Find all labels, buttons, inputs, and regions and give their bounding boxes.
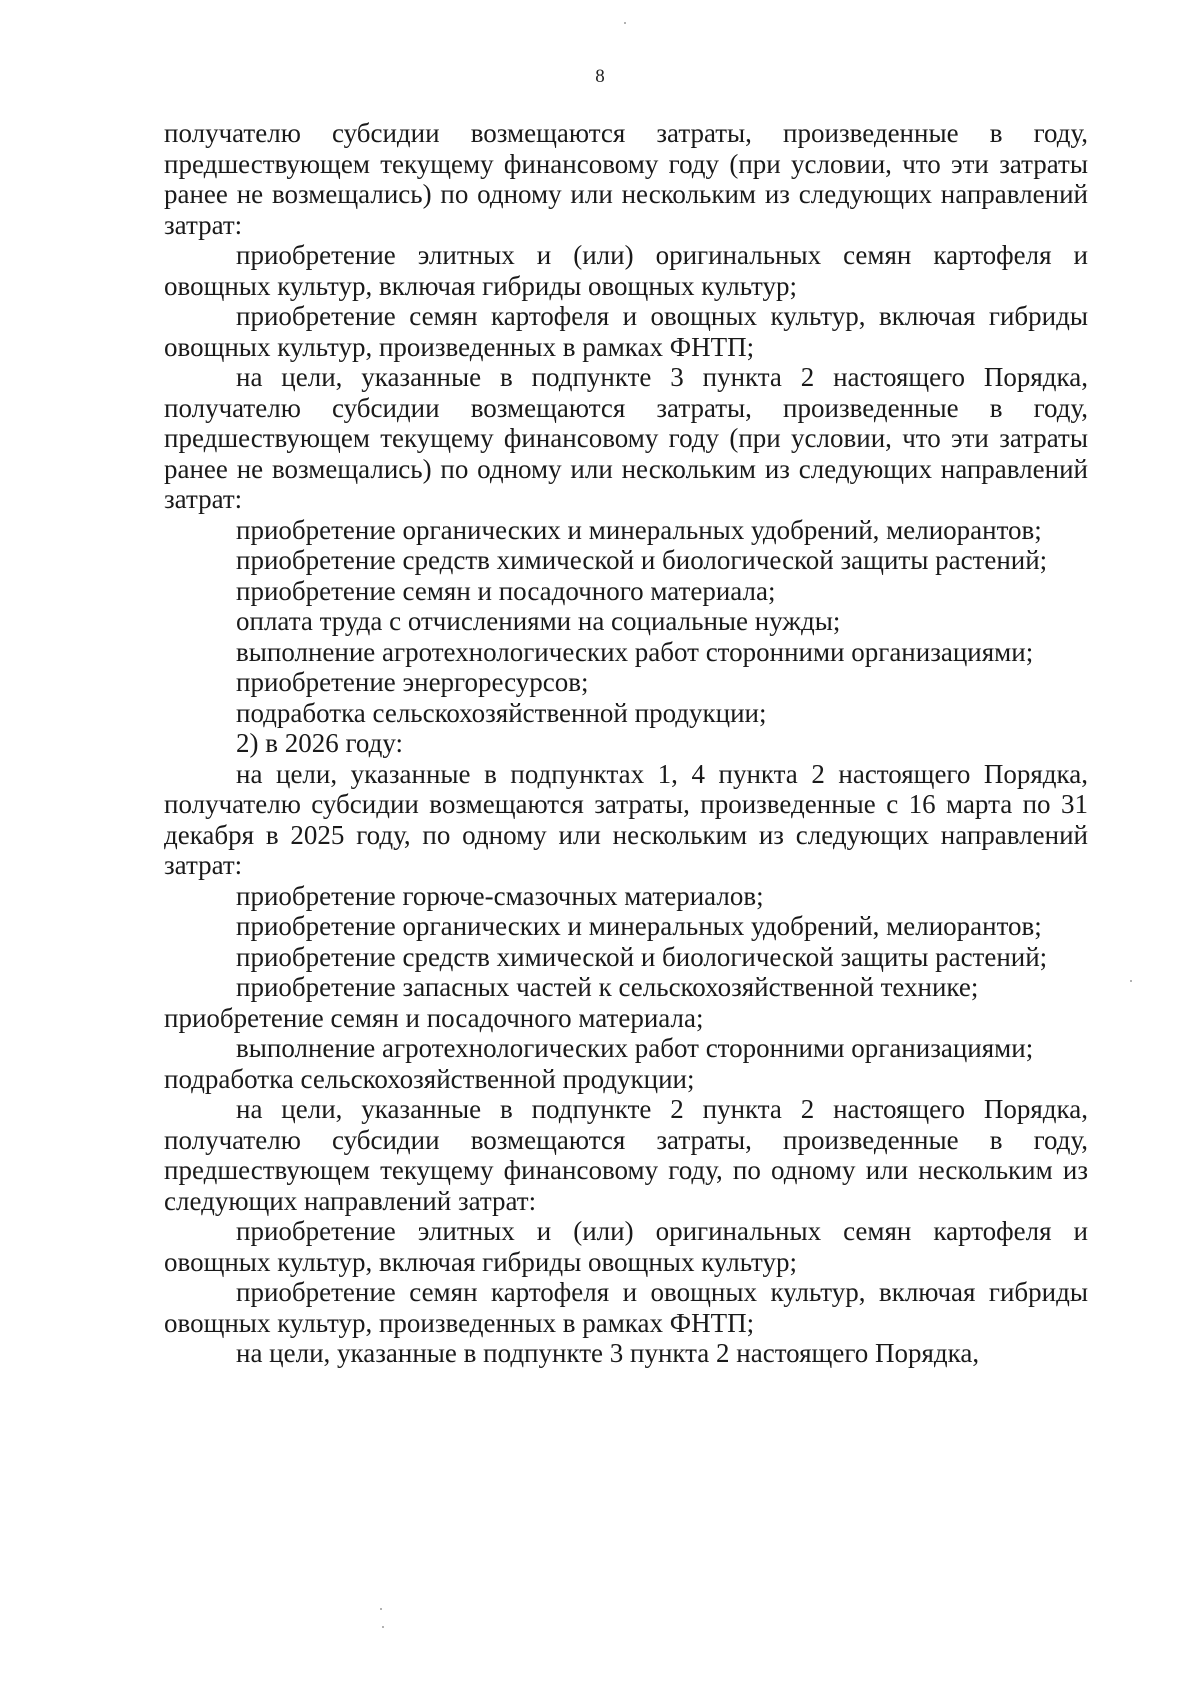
paragraph: приобретение элитных и (или) оригинальных семян картофеля и овощных культур, включая гибриды овощных культур; (164, 1216, 1088, 1277)
paragraph: приобретение элитных и (или) оригинальных семян картофеля и овощных культур, включая гибриды овощных культур; (164, 240, 1088, 301)
document-body (164, 118, 1088, 1369)
paragraph: приобретение семян и посадочного материала; (236, 575, 776, 606)
page-number: 8 (595, 66, 605, 87)
paragraph: приобретение семян картофеля и овощных культур, включая гибриды овощных культур, произведенных в рамках ФНТП; (164, 1277, 1088, 1338)
paragraph: приобретение запасных частей к сельскохозяйственной технике; (236, 972, 979, 1002)
paragraph: приобретение средств химической и биологической защиты растений; (236, 941, 1048, 972)
scan-speck (624, 22, 626, 24)
paragraph: 2) в 2026 году: (236, 728, 403, 758)
paragraph: приобретение органических и минеральных удобрений, мелиорантов; (236, 514, 1042, 545)
scan-speck (382, 1626, 384, 1628)
paragraph: получателю субсидии возмещаются затраты, произведенные в году, предшествующем текущему финансовому году (при условии, что эти затраты ранее не возмещались) по одному или нескольким из следующих направлений затрат: (164, 118, 1088, 240)
paragraph: выполнение агротехнологических работ сторонними организациями; (236, 636, 1034, 667)
paragraph: приобретение горюче-смазочных материалов; (236, 880, 764, 911)
paragraph: оплата труда с отчислениями на социальные нужды; (236, 606, 841, 636)
scan-speck (380, 1608, 382, 1610)
paragraph: приобретение средств химической и биологической защиты растений; (236, 545, 1048, 575)
paragraph: на цели, указанные в подпункте 3 пункта 2 настоящего Порядка, (236, 1338, 980, 1368)
paragraph: на цели, указанные в подпунктах 1, 4 пункта 2 настоящего Порядка, получателю субсидии возмещаются затраты, произведенные с 16 марта по 31 декабря в 2025 году, по одному или нескольким из следующих направлений затрат: (164, 758, 1088, 880)
paragraph: приобретение семян и посадочного материала; (164, 1002, 704, 1033)
paragraph: подработка сельскохозяйственной продукции; (236, 697, 767, 728)
paragraph: на цели, указанные в подпункте 3 пункта 2 настоящего Порядка, получателю субсидии возмещаются затраты, произведенные в году, предшествующем текущему финансовому году (при условии, что эти затраты ранее не возмещались) по одному или нескольким из следующих направлений затрат: (164, 362, 1088, 514)
scan-speck (1130, 980, 1132, 982)
paragraph: приобретение энергоресурсов; (236, 667, 589, 697)
paragraph: приобретение семян картофеля и овощных культур, включая гибриды овощных культур, произведенных в рамках ФНТП; (164, 301, 1088, 362)
paragraph: подработка сельскохозяйственной продукции; (164, 1063, 695, 1094)
paragraph: на цели, указанные в подпункте 2 пункта 2 настоящего Порядка, получателю субсидии возмещаются затраты, произведенные в году, предшествующем текущему финансовому году, по одному или нескольким из следующих направлений затрат: (164, 1094, 1088, 1216)
paragraph: приобретение органических и минеральных удобрений, мелиорантов; (236, 911, 1042, 941)
paragraph: выполнение агротехнологических работ сторонними организациями; (236, 1033, 1034, 1063)
